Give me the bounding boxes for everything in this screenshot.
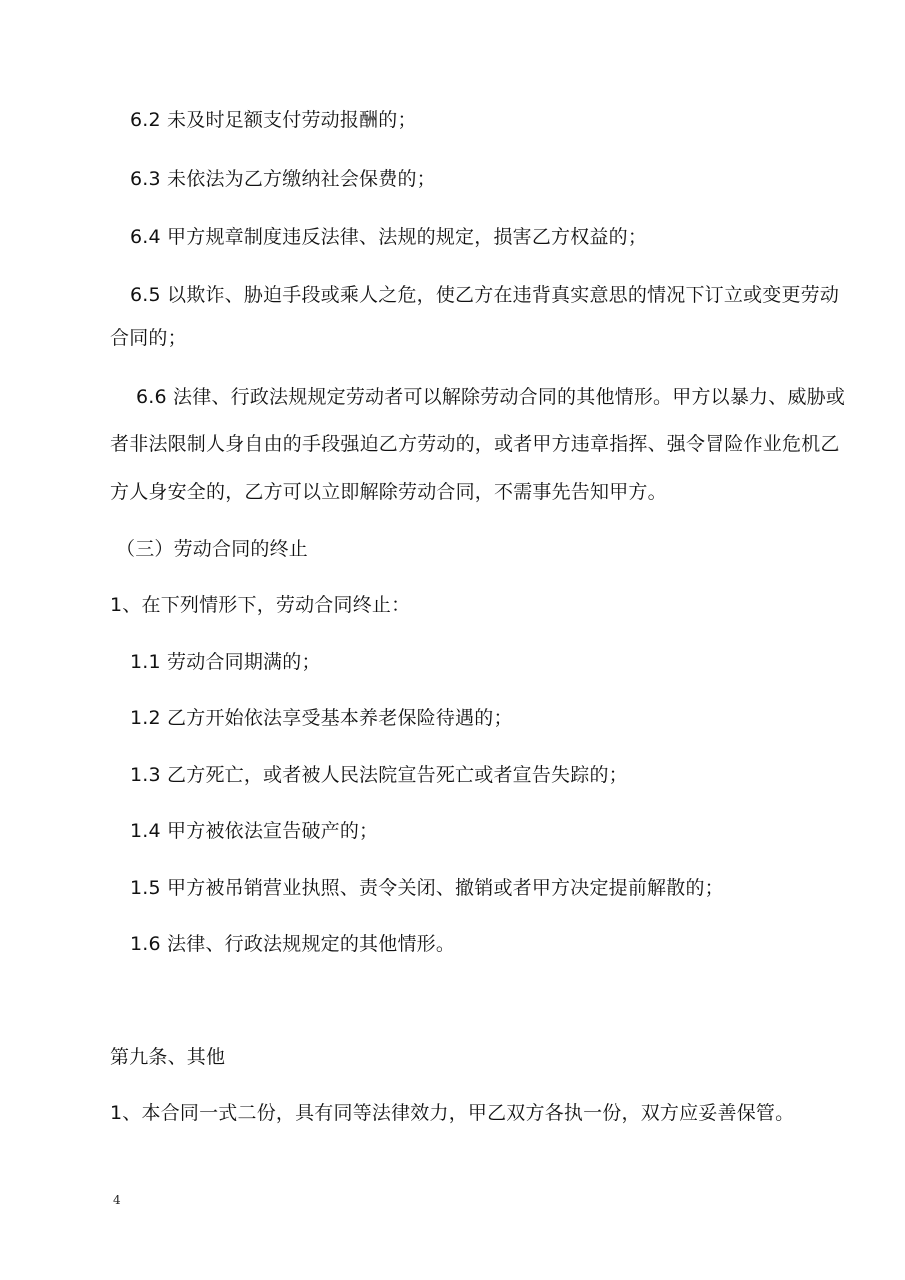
clause-6-5-line-1: 6.5 以欺诈、胁迫手段或乘人之危，使乙方在违背真实意思的情况下订立或变更劳动 (130, 284, 840, 306)
clause-1-4: 1.4 甲方被依法宣告破产的； (130, 820, 379, 842)
clause-6-6-line-1: 6.6 法律、行政法规规定劳动者可以解除劳动合同的其他情形。甲方以暴力、威胁或 (136, 386, 846, 408)
clause-6-5-line-2: 合同的； (110, 327, 187, 349)
clause-6-6-line-3: 方人身安全的，乙方可以立即解除劳动合同，不需事先告知甲方。 (110, 481, 667, 503)
article-9-heading: 第九条、其他 (110, 1046, 226, 1068)
clause-1-1: 1.1 劳动合同期满的； (130, 651, 321, 673)
clause-6-2: 6.2 未及时足额支付劳动报酬的； (130, 109, 417, 131)
clause-1-2: 1.2 乙方开始依法享受基本养老保险待遇的； (130, 707, 513, 729)
clause-1-3: 1.3 乙方死亡，或者被人民法院宣告死亡或者宣告失踪的； (130, 764, 628, 786)
termination-intro: 1、在下列情形下，劳动合同终止： (110, 594, 411, 616)
clause-1-5: 1.5 甲方被吊销营业执照、责令关闭、撤销或者甲方决定提前解散的； (130, 877, 724, 899)
section-heading-termination: （三）劳动合同的终止 (116, 538, 309, 560)
clause-6-4: 6.4 甲方规章制度违反法律、法规的规定，损害乙方权益的； (130, 226, 648, 248)
page-number: 4 (113, 1193, 121, 1207)
clause-6-3: 6.3 未依法为乙方缴纳社会保费的； (130, 168, 436, 190)
clause-1-6: 1.6 法律、行政法规规定的其他情形。 (130, 933, 456, 955)
article-9-clause-1: 1、本合同一式二份，具有同等法律效力，甲乙双方各执一份，双方应妥善保管。 (110, 1102, 795, 1124)
clause-6-6-line-2: 者非法限制人身自由的手段强迫乙方劳动的，或者甲方违章指挥、强令冒险作业危机乙 (110, 433, 840, 455)
